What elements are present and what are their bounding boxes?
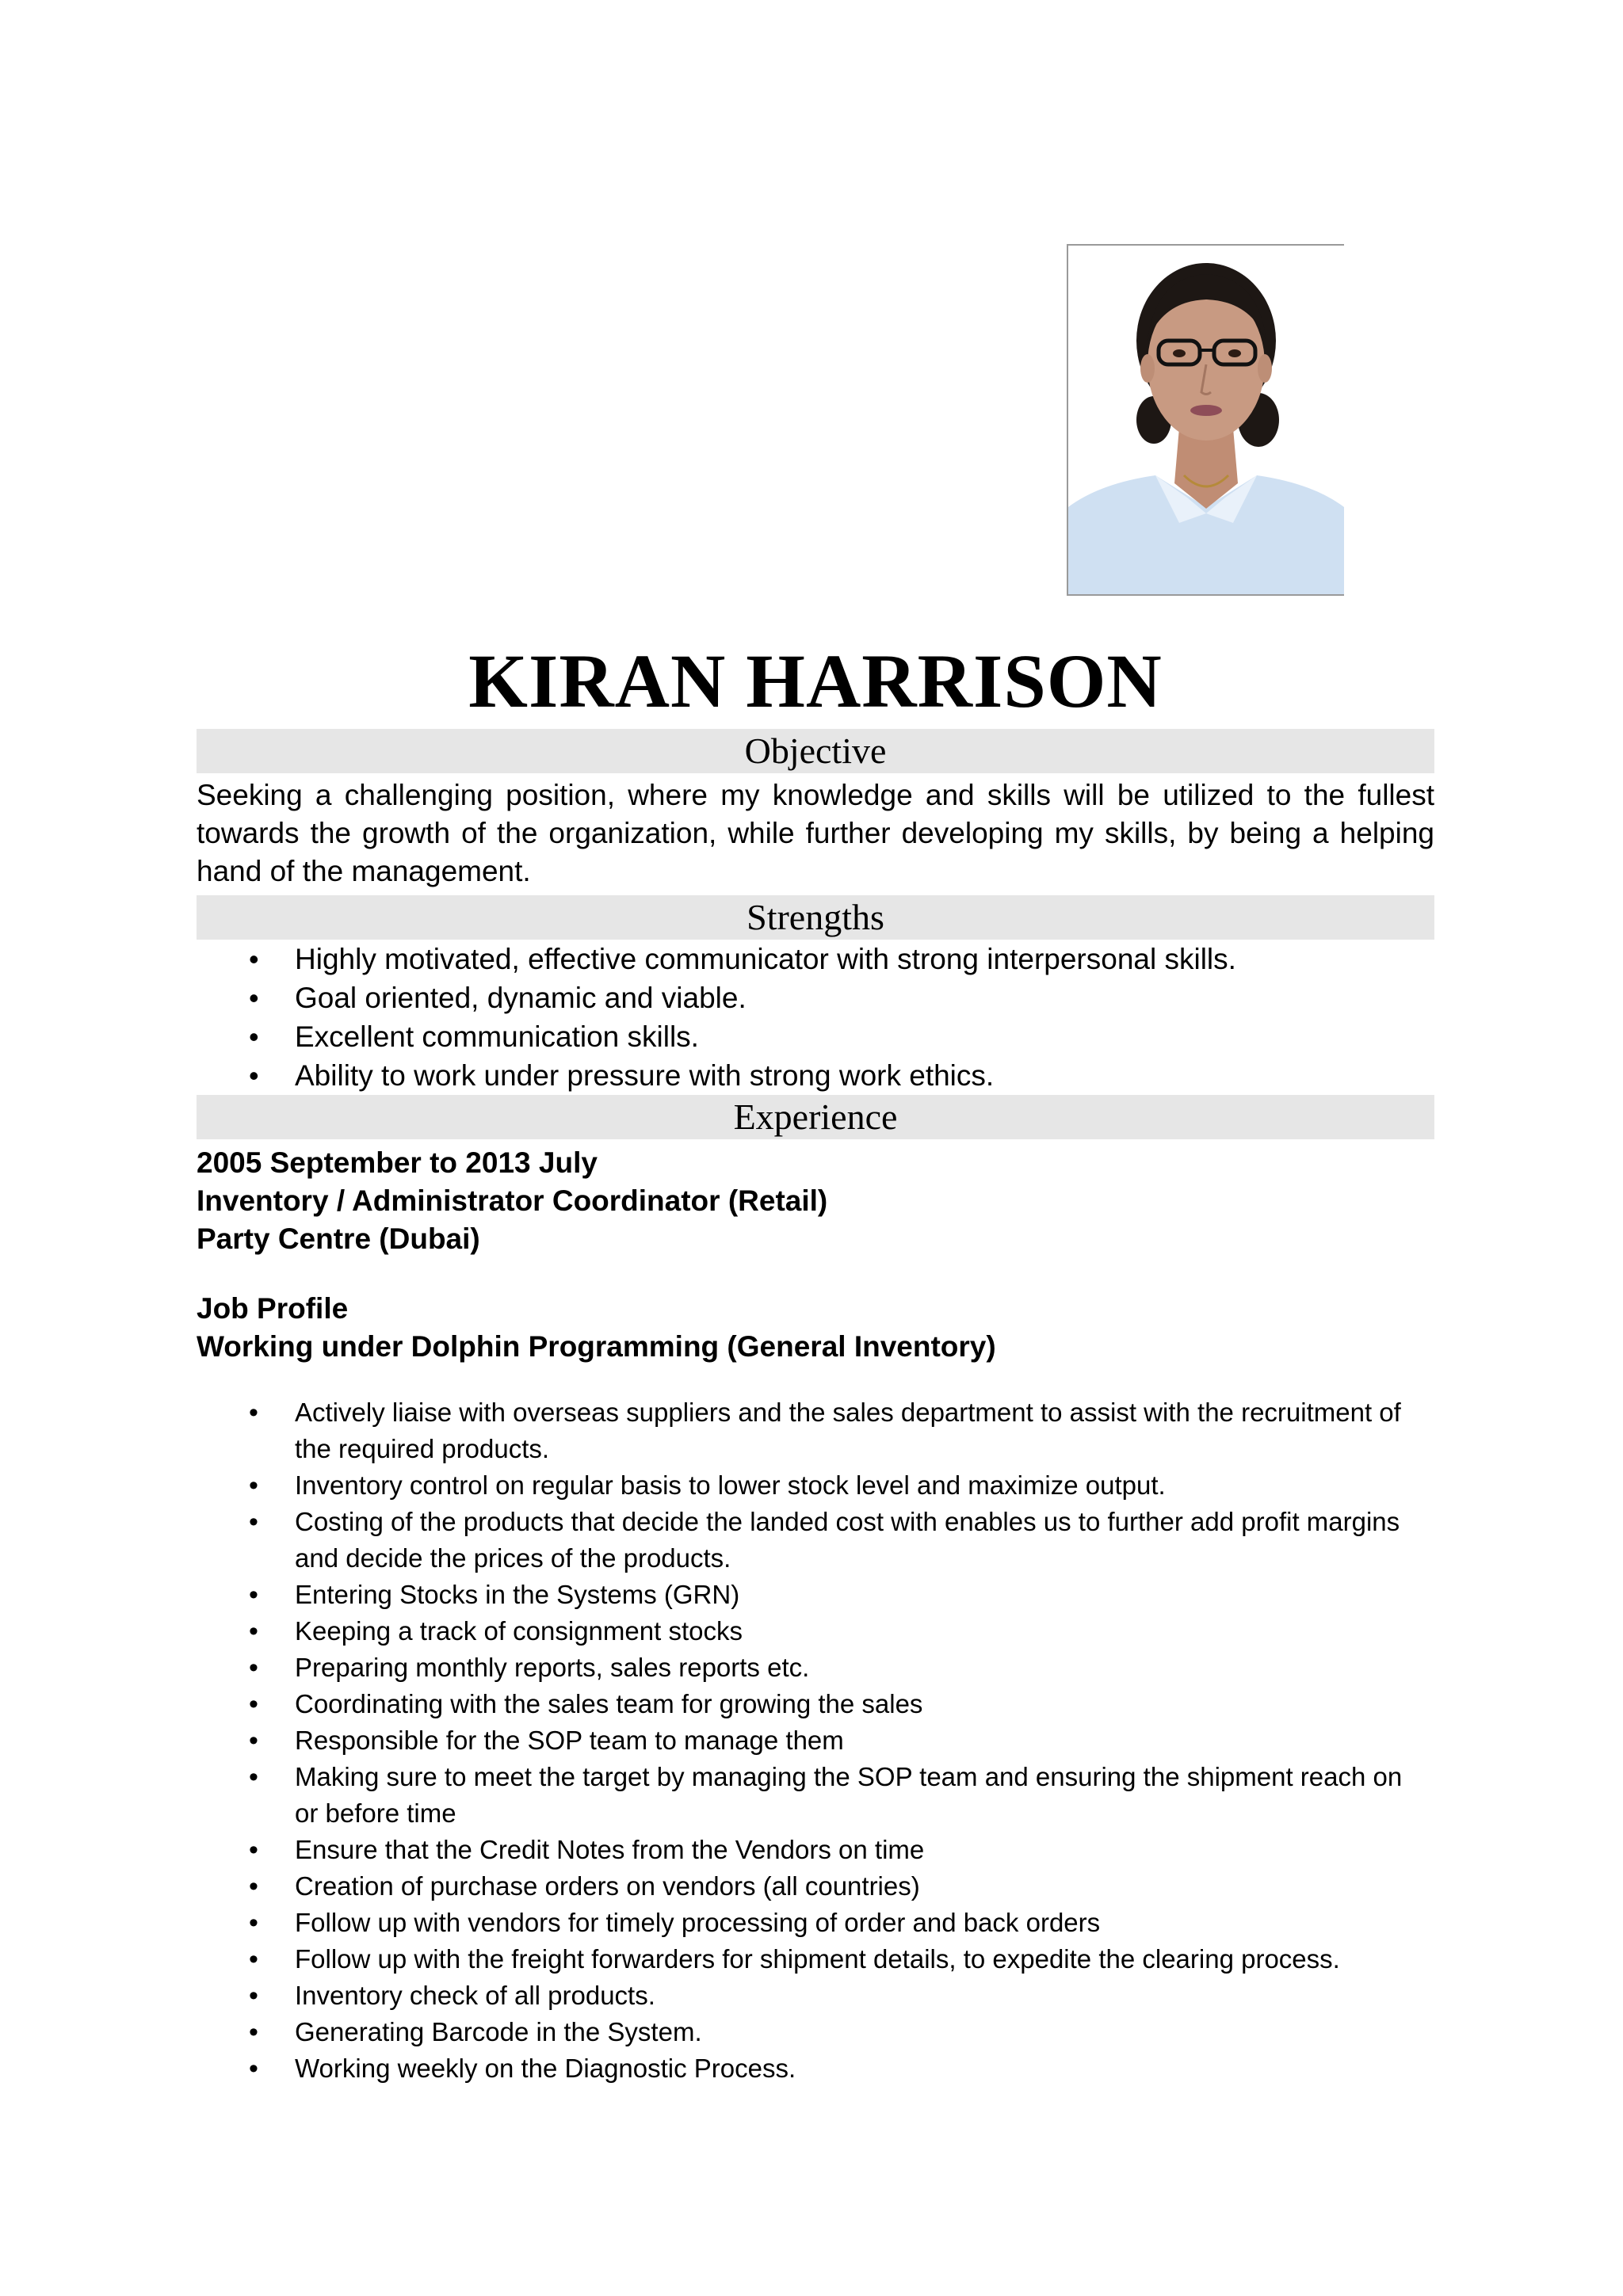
duties-list — [197, 1394, 1434, 2087]
list-item: • Keeping a track of consignment stocks — [197, 1613, 1434, 1650]
experience-role: Inventory / Administrator Coordinator (Retail) — [197, 1184, 828, 1217]
section-heading-experience: Experience — [197, 1095, 1434, 1139]
portrait-icon — [1068, 246, 1344, 596]
section-heading-objective: Objective — [197, 729, 1434, 773]
list-item: • Inventory control on regular basis to lower stock level and maximize output. — [197, 1467, 1434, 1504]
section-heading-strengths: Strengths — [197, 895, 1434, 940]
experience-company: Party Centre (Dubai) — [197, 1222, 480, 1255]
list-item: • Ensure that the Credit Notes from the Vendors on time — [197, 1832, 1434, 1868]
list-item: • Making sure to meet the target by managing the SOP team and ensuring the shipment reach on or before time — [197, 1759, 1434, 1832]
experience-entry — [197, 1144, 1434, 2087]
list-item: • Follow up with the freight forwarders for shipment details, to expedite the clearing process. — [197, 1941, 1434, 1978]
job-profile-subtitle: Working under Dolphin Programming (General Inventory) — [197, 1330, 996, 1363]
list-item: • Costing of the products that decide the landed cost with enables us to further add profit margins and decide the prices of the products. — [197, 1504, 1434, 1577]
list-item: • Responsible for the SOP team to manage them — [197, 1722, 1434, 1759]
experience-period: 2005 September to 2013 July — [197, 1146, 598, 1179]
list-item: • Inventory check of all products. — [197, 1978, 1434, 2014]
list-item: • Creation of purchase orders on vendors (all countries) — [197, 1868, 1434, 1905]
candidate-name: KIRAN HARRISON — [468, 639, 1163, 723]
job-profile-label: Job Profile — [197, 1292, 349, 1325]
profile-photo — [1067, 244, 1344, 596]
list-item: • Excellent communication skills. — [197, 1017, 1434, 1056]
objective-text: Seeking a challenging position, where my knowledge and skills will be utilized to the fullest towards the growth of the organization, while further developing my skills, by being a helping hand of the management. — [197, 779, 1434, 887]
list-item: • Generating Barcode in the System. — [197, 2014, 1434, 2050]
list-item: • Goal oriented, dynamic and viable. — [197, 978, 1434, 1017]
list-item: • Coordinating with the sales team for growing the sales — [197, 1686, 1434, 1722]
list-item: • Entering Stocks in the Systems (GRN) — [197, 1577, 1434, 1613]
list-item: • Follow up with vendors for timely processing of order and back orders — [197, 1905, 1434, 1941]
resume-content — [197, 634, 1434, 2087]
list-item: • Ability to work under pressure with strong work ethics. — [197, 1056, 1434, 1095]
list-item: • Highly motivated, effective communicator with strong interpersonal skills. — [197, 940, 1434, 978]
list-item: • Working weekly on the Diagnostic Process. — [197, 2050, 1434, 2087]
list-item: • Preparing monthly reports, sales reports etc. — [197, 1650, 1434, 1686]
list-item: • Actively liaise with overseas suppliers and the sales department to assist with the recruitment of the required products. — [197, 1394, 1434, 1467]
strengths-list — [197, 940, 1434, 1095]
